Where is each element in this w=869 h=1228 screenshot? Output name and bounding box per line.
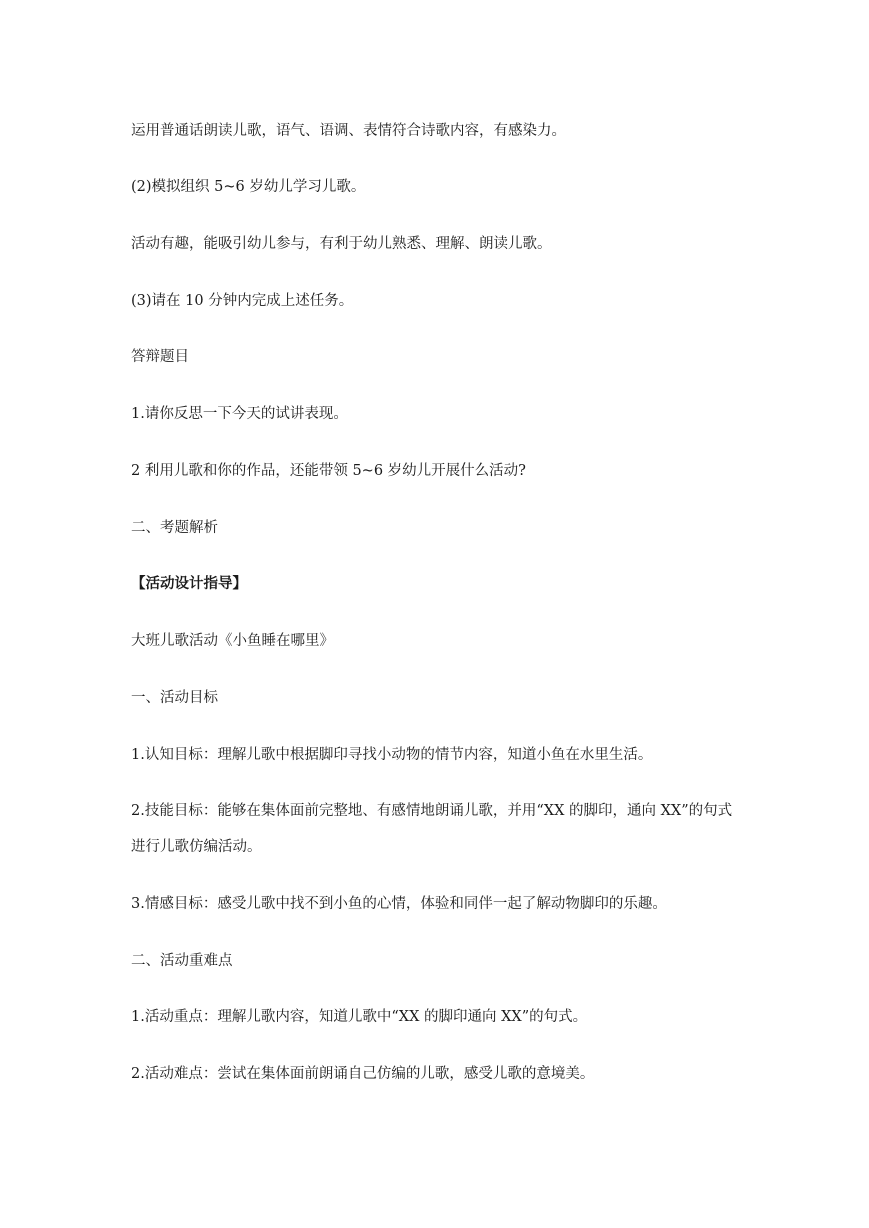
paragraph-key-point: 1.活动重点：理解儿歌内容，知道儿歌中“XX 的脚印通向 XX”的句式。 (131, 1009, 588, 1025)
paragraph-goal-cognitive: 1.认知目标：理解儿歌中根据脚印寻找小动物的情节内容，知道小鱼在水里生活。 (131, 747, 653, 763)
paragraph-activity-requirement: 活动有趣，能吸引幼儿参与，有利于幼儿熟悉、理解、朗读儿歌。 (131, 236, 552, 252)
heading-activity-design-guide: 【活动设计指导】 (131, 575, 247, 592)
paragraph-goal-emotional: 3.情感目标：感受儿歌中找不到小鱼的心情，体验和同伴一起了解动物脚印的乐趣。 (131, 896, 667, 912)
paragraph-reading-requirement: 运用普通话朗读儿歌，语气、语调、表情符合诗歌内容，有感染力。 (131, 123, 566, 139)
heading-activity-goals: 一、活动目标 (131, 690, 218, 706)
paragraph-goal-skill: 2.技能目标：能够在集体面前完整地、有感情地朗诵儿歌，并用“XX 的脚印，通向 XX”的句式进行儿歌仿编活动。 (131, 803, 733, 855)
paragraph-question-2: 2 利用儿歌和你的作品，还能带领 5~6 岁幼儿开展什么活动? (131, 463, 526, 479)
paragraph-question-1: 1.请你反思一下今天的试讲表现。 (131, 406, 348, 422)
paragraph-difficult-point: 2.活动难点：尝试在集体面前朗诵自己仿编的儿歌，感受儿歌的意境美。 (131, 1066, 595, 1082)
paragraph-task-2: (2)模拟组织 5~6 岁幼儿学习儿歌。 (131, 179, 366, 195)
heading-key-difficult-points: 二、活动重难点 (131, 953, 233, 969)
paragraph-task-3: (3)请在 10 分钟内完成上述任务。 (131, 293, 354, 309)
heading-exam-analysis: 二、考题解析 (131, 520, 218, 536)
paragraph-activity-title: 大班儿歌活动《小鱼睡在哪里》 (131, 633, 334, 649)
heading-defense-questions: 答辩题目 (131, 349, 189, 365)
